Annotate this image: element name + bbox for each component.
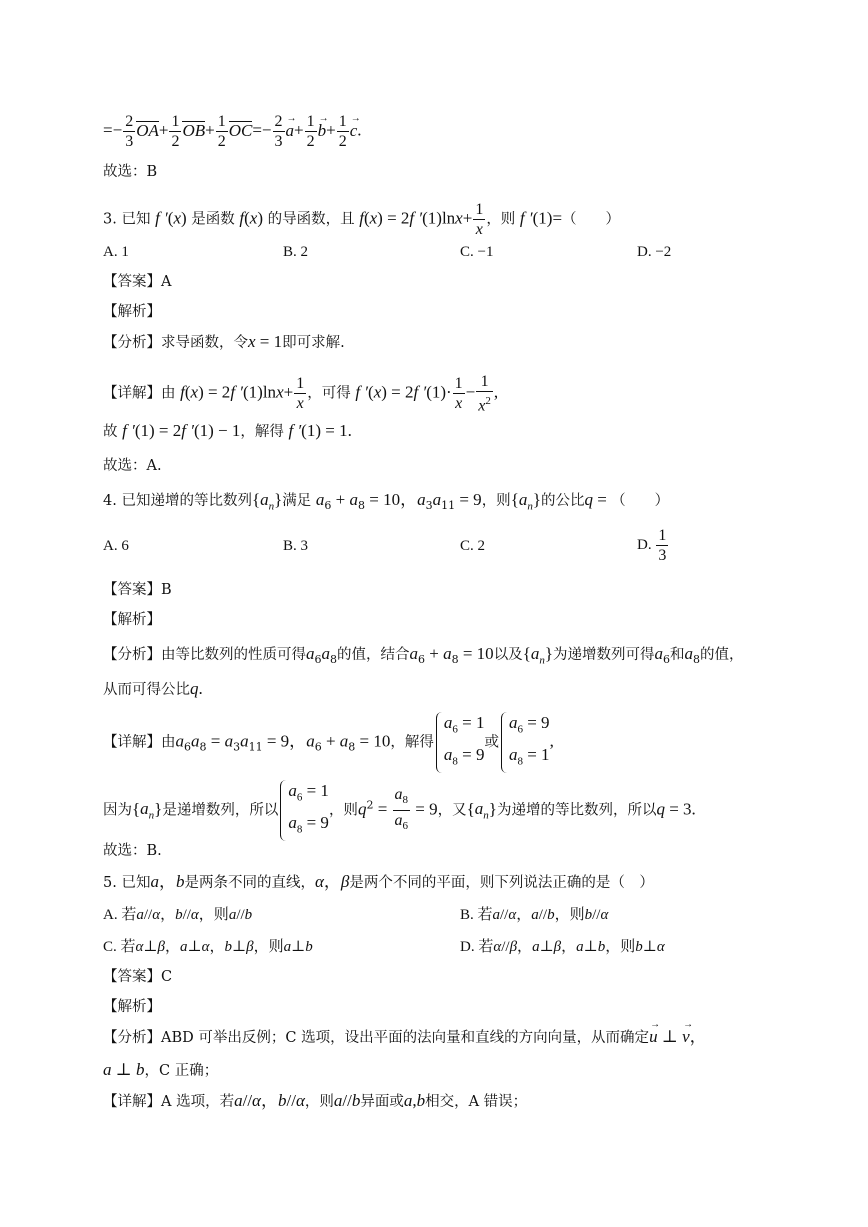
analysis-header-5: 【解析】 [103,999,161,1015]
q4-option-b: B. 3 [283,538,309,554]
detail-3-conclusion: 故 f ′(1) = 2f ′(1) − 1，解得 f ′(1) = 1. [103,421,352,440]
answer-3: 【答案】A [103,274,172,290]
analysis-3: 【分析】求导函数，令x = 1即可求解. [103,332,345,351]
select-answer-3: 故选：A. [103,458,162,474]
answer-5: 【答案】C [103,969,173,985]
select-answer-4: 故选：B. [103,843,162,859]
detail-4-reason: 因为$\{a_n\}$是递增数列，所以 $a_6 = 1$ $a_8 = 9$ ，则$q^2$ = $\frac{a_8}{a_6}$ = 9，又$\{a_n\}$为递增的等比数列，所以q = 3. [103,778,696,843]
analysis-5-cont: a ⊥ b，C 正确； [103,1060,219,1079]
analysis-4-cont: 从而可得公比q. [103,679,203,698]
answer-4: 【答案】B [103,582,172,598]
system-2: $a_6 = 9$ $a_8 = 1$ [499,710,550,775]
q3-option-b: B. 2 [283,244,309,260]
q5-option-d: D. 若α//β，a⊥β，a⊥b，则b⊥α [460,939,665,955]
analysis-5: 【分析】ABD 可举出反例；C 选项，设出平面的法向量和直线的方向向量，从而确定→ u ⊥ → v， [103,1027,707,1048]
q4-option-d: D. $\frac{1}{3}$ [637,527,667,564]
analysis-4: 【分析】由等比数列的性质可得$a_6a_8$的值，结合$a_6 + a_8 = 10$以及$\{a_n\}$为递增数列可得$a_6$和$a_8$的值， [103,644,744,667]
q5-option-c: C. 若α⊥β，a⊥α，b⊥β，则a⊥b [103,939,313,955]
select-answer-2: 故选：B [103,164,158,180]
q4-option-a: A. 6 [103,538,129,554]
detail-5: 【详解】A 选项，若a//α，b//α，则a//b异面或a,b相交，A 错误； [103,1091,528,1110]
detail-3: 【详解】由 f(x) = 2f ′(1)lnx+ $\frac{1}{x}$ ，可得 f ′(x) = 2f ′(1)· $\frac{1}{x}$ − $\frac{1}{x^2}$ , [103,373,499,415]
detail-4: 【详解】由$a_6a_8 = a_3a_{11} = 9$，$a_6 + a_8 = 10$，解得 $a_6 = 1$ $a_8 = 9$ 或 $a_6 = 9$ $a_8 = 1$ , [103,710,554,775]
question-3-stem: 3. 已知 f ′(x) 是函数 f(x) 的导函数，且 f(x) = 2f ′(1)lnx+ $\frac{1}{x}$ ，则 f ′(1)=（ ） [103,201,621,238]
system-1: $a_6 = 1$ $a_8 = 9$ [434,710,485,775]
q4-option-c: C. 2 [460,538,486,554]
question-4-stem: 4. 已知递增的等比数列$\{a_n\}$满足 $a_6 + a_8 = 10$，$a_3a_{11} = 9$，则$\{a_n\}$的公比q = （ ） [103,490,670,513]
question-5-stem: 5. 已知a，b是两条不同的直线，α，β是两个不同的平面，则下列说法正确的是（ ） [103,872,654,891]
analysis-header-3: 【解析】 [103,304,161,320]
q5-option-a: A. 若a//α，b//α，则a//b [103,907,253,923]
q3-option-c: C. −1 [460,244,494,260]
vector-equation-line: =− $\frac{2}{3}$ OA+ $\frac{1}{2}$ OB+ $\frac{1}{2}$ OC=− $\frac{2}{3}$ → a+ $\frac{1}{2}$ → b+ $\frac{1}{2}$ → c. [103,112,362,151]
analysis-header-4: 【解析】 [103,612,161,628]
q3-option-d: D. −2 [637,244,672,260]
system-3: $a_6 = 1$ $a_8 = 9$ [278,778,329,843]
q3-option-a: A. 1 [103,244,129,260]
q5-option-b: B. 若a//α，a//b，则b//α [460,907,609,923]
